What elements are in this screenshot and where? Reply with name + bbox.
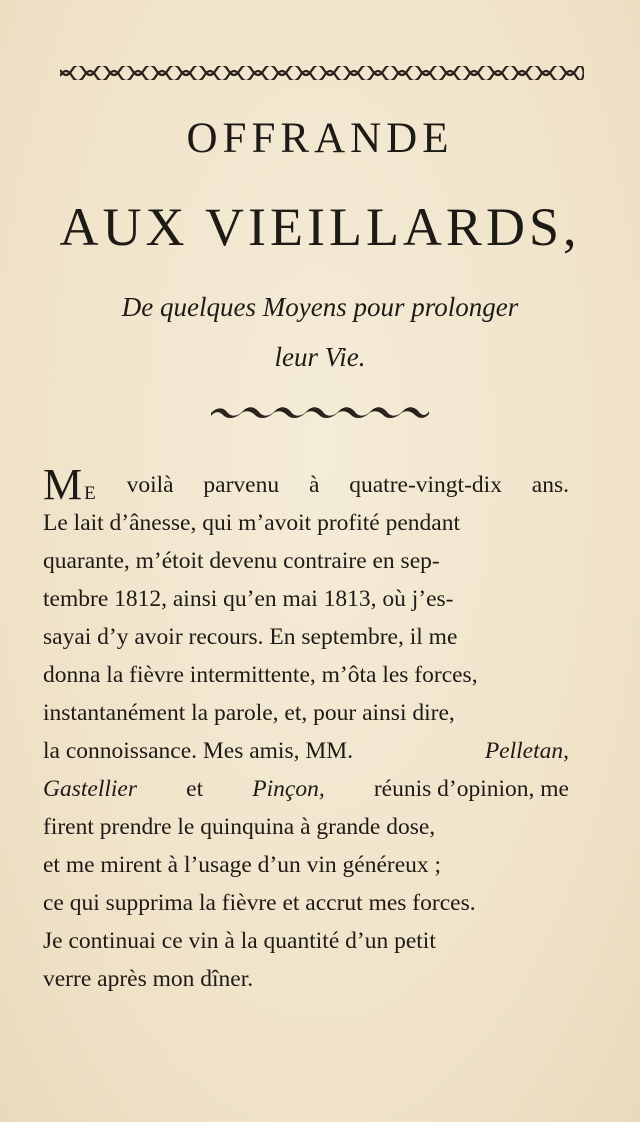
line-text: Je continuai ce vin à la quantité d’un petit [43,928,436,954]
drop-cap: M [43,460,83,509]
line-text: ce qui supprima la fièvre et accrut mes forces. [43,890,476,916]
word-et: et [186,776,204,802]
text-line-1 [43,460,569,509]
middle-ornament-band [211,405,429,419]
line-text: firent prendre le quinquina à grande dose, [43,814,436,840]
line-text: donna la fièvre intermittente, m’ôta les forces, [43,662,478,688]
line-text: tembre 1812, ainsi qu’en mai 1813, où j’es- [43,586,454,612]
body-text [43,460,569,998]
name-pelletan-text: Pelletan [484,738,564,764]
text-line-7 [43,694,569,732]
subtitle-line-2: leur Vie. [274,342,366,372]
text-line-6 [43,656,569,694]
line-text: instantanément la parole, et, pour ainsi dire, [43,700,455,726]
word: voilà [126,472,174,498]
title-line-2: AUX VIEILLARDS, [59,197,581,257]
text-line-5 [43,618,569,656]
subtitle-line-1: De quelques Moyens pour prolonger [121,292,519,322]
line-text: quarante, m’étoit devenu contraire en sep- [43,548,440,574]
line-text: et me mirent à l’usage d’un vin généreux ; [43,852,442,878]
comma: , [318,776,325,802]
text-line-13 [43,922,569,960]
drop-cap-rest: E [84,483,97,504]
text-line-9 [43,770,569,808]
text-line-11 [43,846,569,884]
name-gastellier: Gastellier [43,776,137,802]
comma: , [563,738,569,764]
line-text: sayai d’y avoir recours. En septembre, il me [43,624,458,650]
line-text: réunis d’opinion, me [373,776,569,802]
text-line-1-start [43,460,97,509]
text-line-14 [43,960,569,998]
line-text: Le lait d’ânesse, qui m’avoit profité pendant [43,510,460,536]
word: parvenu [203,472,280,498]
word: à [308,472,320,498]
subtitle [0,282,640,382]
title-line-1: OFFRANDE [186,115,454,162]
text-line-8 [43,732,569,770]
name-pincon [252,770,324,808]
line-text: verre après mon dîner. [43,966,254,992]
text-line-10 [43,808,569,846]
text-line-3 [43,542,569,580]
line-text: la connoissance. Mes amis, MM. [43,738,354,764]
text-line-4 [43,580,569,618]
word: ans. [531,472,569,498]
name-pelletan [485,732,569,770]
text-line-2 [43,504,569,542]
top-ornament-band [60,66,584,80]
name-pincon-text: Pinçon [252,776,319,802]
word: quatre-vingt-dix [349,472,502,498]
text-line-12 [43,884,569,922]
